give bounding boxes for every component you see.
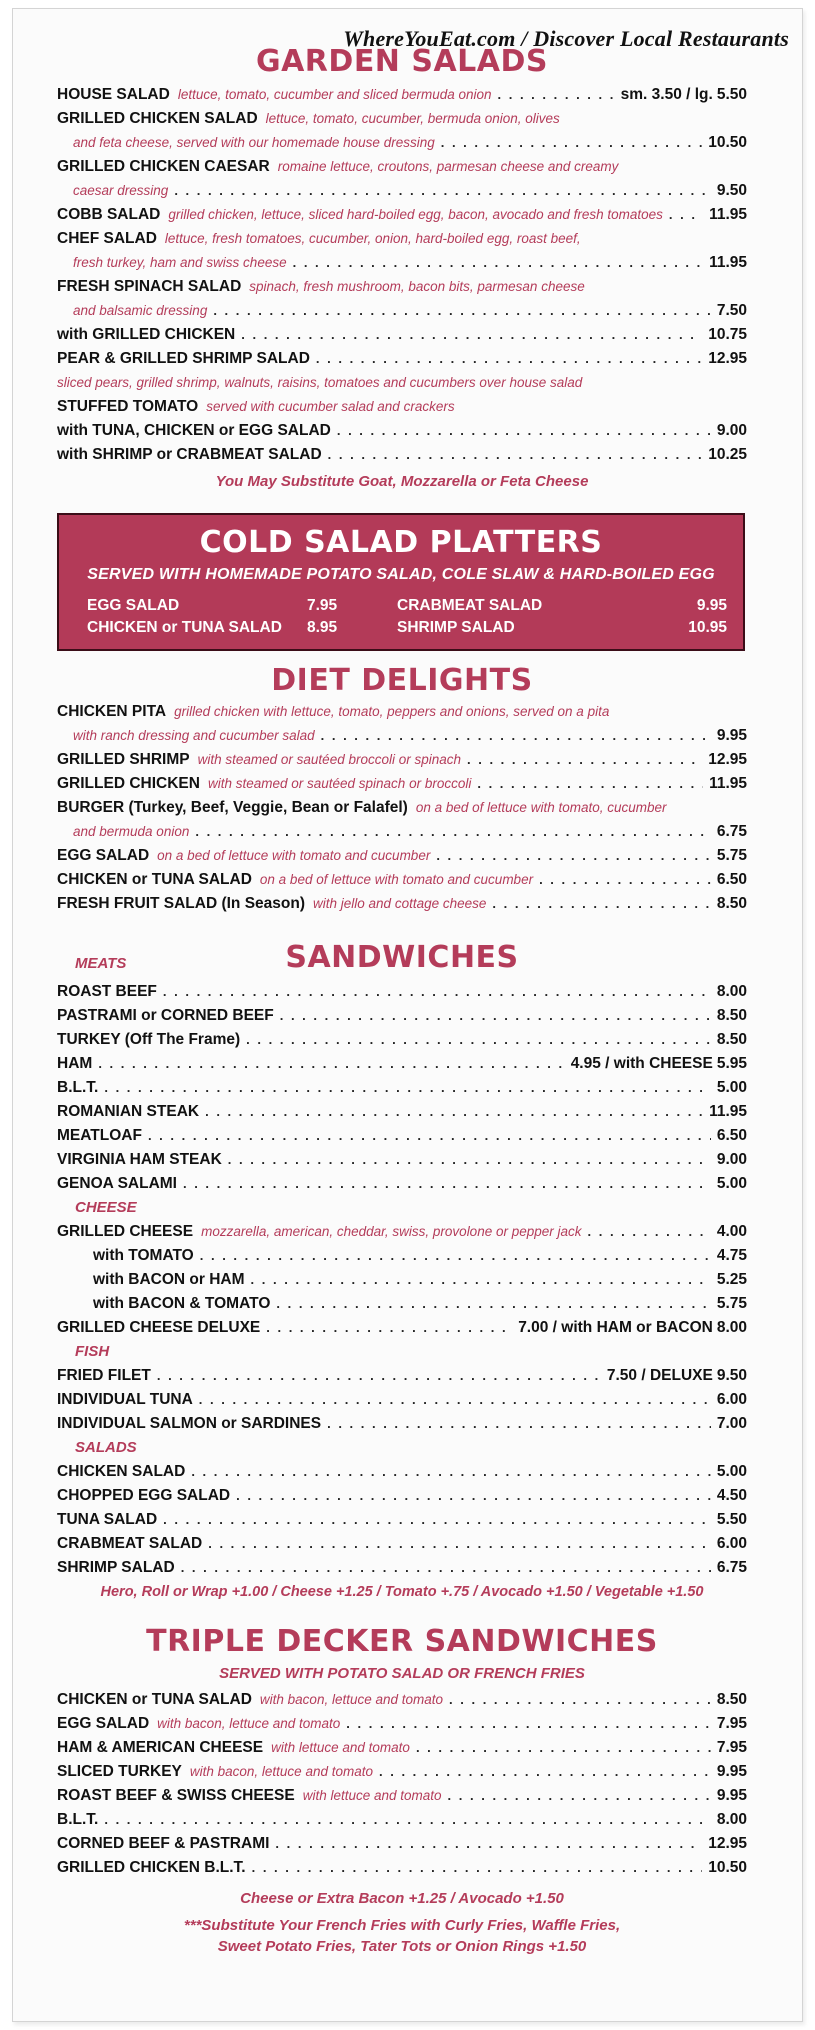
menu-item — [57, 1316, 747, 1340]
item-description-cont: and bermuda onion — [73, 824, 190, 839]
menu-item — [57, 1532, 747, 1556]
item-description: on a bed of lettuce with tomato and cucumber — [157, 848, 431, 863]
triple-decker-list — [57, 1688, 747, 1880]
item-price: 7.95 — [716, 1715, 747, 1732]
item-alt-price: sm. 3.50 / lg. — [620, 86, 713, 103]
item-name: HAM & AMERICAN CHEESE — [57, 1739, 264, 1756]
leader-dots — [275, 1832, 702, 1856]
garden-salads-section — [57, 44, 747, 490]
item-alt-price: 4.95 / with CHEESE — [570, 1055, 713, 1072]
item-name: TURKEY (Off The Frame) — [57, 1031, 241, 1048]
menu-item — [57, 1148, 747, 1172]
item-price: 4.00 — [716, 1223, 747, 1240]
cold-salad-platters-box — [57, 513, 745, 651]
menu-item — [57, 1100, 747, 1124]
menu-item — [57, 1292, 747, 1316]
leader-dots — [213, 299, 711, 323]
item-price: 5.00 — [716, 1079, 747, 1096]
menu-item — [57, 155, 747, 179]
item-name: GRILLED CHEESE — [57, 1223, 194, 1240]
garden-salads-list — [57, 83, 747, 467]
menu-item — [57, 868, 747, 892]
leader-dots — [251, 1268, 711, 1292]
leader-dots — [148, 1124, 711, 1148]
platter-item-price: 10.95 — [688, 619, 727, 636]
item-price: 5.00 — [716, 1463, 747, 1480]
menu-item-continuation — [57, 251, 747, 275]
leader-dots — [199, 1388, 711, 1412]
item-name: ROAST BEEF & SWISS CHEESE — [57, 1787, 295, 1804]
item-price: 8.50 — [716, 1007, 747, 1024]
sandwiches-section — [57, 940, 747, 1600]
item-price: 6.75 — [716, 823, 747, 840]
item-name: GRILLED CHICKEN — [57, 775, 200, 792]
item-price: 9.95 — [716, 1787, 747, 1804]
item-price: 12.95 — [708, 350, 747, 367]
item-name: B.L.T. — [57, 1811, 99, 1828]
triple-extras-note: Cheese or Extra Bacon +1.25 / Avocado +1.50 — [240, 1890, 564, 1907]
item-price: 5.50 — [716, 1511, 747, 1528]
item-name: EGG SALAD — [57, 847, 150, 864]
menu-item — [57, 1856, 747, 1880]
menu-item — [57, 844, 747, 868]
leader-dots — [163, 980, 711, 1004]
leader-dots — [104, 1808, 710, 1832]
menu-item — [57, 1556, 747, 1580]
item-description: with lettuce and tomato — [271, 1740, 410, 1755]
item-name: INDIVIDUAL TUNA — [57, 1391, 193, 1408]
menu-item — [57, 980, 747, 1004]
diet-delights-section — [57, 663, 747, 916]
item-price: 9.95 — [716, 1763, 747, 1780]
item-name: with BACON & TOMATO — [93, 1295, 271, 1312]
item-name: FRESH SPINACH SALAD — [57, 278, 242, 295]
menu-item — [57, 443, 747, 467]
menu-item — [57, 419, 747, 443]
item-name: HAM — [57, 1055, 93, 1072]
leader-dots — [266, 1316, 512, 1340]
item-name: SLICED TURKEY — [57, 1763, 182, 1780]
platters-title: COLD SALAD PLATTERS — [199, 525, 603, 560]
platter-item-name: CRABMEAT SALAD — [397, 597, 543, 614]
item-name: with TOMATO — [93, 1247, 194, 1264]
item-price: 5.75 — [716, 847, 747, 864]
item-description: lettuce, tomato, cucumber and sliced bermuda onion — [177, 87, 492, 102]
item-name: GRILLED CHEESE DELUXE — [57, 1319, 261, 1336]
cheese-list — [57, 1220, 747, 1340]
leader-dots — [448, 1784, 711, 1808]
leader-dots — [276, 1292, 710, 1316]
leader-dots — [379, 1760, 711, 1784]
platter-item-price: 9.95 — [696, 597, 727, 614]
fish-subhead: FISH — [75, 1343, 110, 1360]
diet-delights-list — [57, 700, 747, 916]
item-price: 11.95 — [709, 206, 747, 223]
menu-item — [57, 1124, 747, 1148]
item-price: 7.50 — [716, 302, 747, 319]
menu-item — [57, 700, 747, 724]
item-description: grilled chicken with lettuce, tomato, peppers and onions, served on a pita — [174, 704, 610, 719]
item-name: CHOPPED EGG SALAD — [57, 1487, 231, 1504]
item-name: HOUSE SALAD — [57, 86, 170, 103]
leader-dots — [228, 1148, 711, 1172]
item-name: STUFFED TOMATO — [57, 398, 199, 415]
menu-item — [57, 1736, 747, 1760]
leader-dots — [181, 1556, 711, 1580]
item-name: COBB SALAD — [57, 206, 161, 223]
leader-dots — [346, 1712, 711, 1736]
menu-item — [57, 1484, 747, 1508]
item-description: served with cucumber salad and crackers — [206, 399, 455, 414]
leader-dots — [163, 1508, 711, 1532]
item-price: 7.95 — [716, 1739, 747, 1756]
menu-item — [57, 227, 747, 251]
leader-dots — [328, 443, 703, 467]
menu-item — [57, 1460, 747, 1484]
leader-dots — [321, 724, 711, 748]
leader-dots — [208, 1532, 711, 1556]
leader-dots — [498, 83, 615, 107]
leader-dots — [200, 1244, 711, 1268]
leader-dots — [195, 820, 710, 844]
meats-list — [57, 980, 747, 1196]
menu-item — [57, 1388, 747, 1412]
menu-item — [57, 1364, 747, 1388]
menu-item — [57, 1076, 747, 1100]
platter-item-name: EGG SALAD — [87, 597, 180, 614]
item-price: 11.95 — [709, 254, 747, 271]
menu-item — [57, 83, 747, 107]
fries-substitute-note-line1: ***Substitute Your French Fries with Curly Fries, Waffle Fries, — [183, 1917, 621, 1934]
leader-dots — [467, 748, 702, 772]
leader-dots — [191, 1460, 711, 1484]
triple-decker-section — [57, 1624, 747, 1955]
menu-item — [57, 275, 747, 299]
item-name: TUNA SALAD — [57, 1511, 158, 1528]
leader-dots — [539, 868, 711, 892]
item-name: EGG SALAD — [57, 1715, 150, 1732]
leader-dots — [174, 179, 711, 203]
leader-dots — [236, 1484, 711, 1508]
leader-dots — [246, 1028, 711, 1052]
menu-item — [57, 1808, 747, 1832]
item-price: 4.50 — [716, 1487, 747, 1504]
item-description: sliced pears, grilled shrimp, walnuts, raisins, tomatoes and cucumbers over house salad — [57, 375, 583, 390]
item-description-cont: and feta cheese, served with our homemade house dressing — [73, 135, 435, 150]
menu-item — [57, 323, 747, 347]
item-name: FRIED FILET — [57, 1367, 151, 1384]
item-price: 11.95 — [709, 1103, 747, 1120]
menu-item — [57, 1688, 747, 1712]
item-alt-price: 7.00 / with HAM or BACON — [518, 1319, 713, 1336]
item-name: CHICKEN PITA — [57, 703, 167, 720]
item-price: 6.00 — [716, 1391, 747, 1408]
item-price: 8.00 — [716, 1319, 747, 1336]
menu-item — [57, 1760, 747, 1784]
menu-item — [57, 1712, 747, 1736]
item-price: 9.50 — [716, 182, 747, 199]
menu-item — [57, 1412, 747, 1436]
item-description: grilled chicken, lettuce, sliced hard-boiled egg, bacon, avocado and fresh tomatoes — [168, 207, 663, 222]
item-name: PEAR & GRILLED SHRIMP SALAD — [57, 350, 310, 367]
leader-dots — [252, 1856, 703, 1880]
item-description: with bacon, lettuce and tomato — [157, 1716, 341, 1731]
item-description: mozzarella, american, cheddar, swiss, provolone or pepper jack — [201, 1224, 582, 1239]
item-name: GRILLED SHRIMP — [57, 751, 190, 768]
item-price: 12.95 — [708, 1835, 747, 1852]
item-name: SHRIMP SALAD — [57, 1559, 175, 1576]
item-description: with jello and cottage cheese — [313, 896, 487, 911]
item-description: with lettuce and tomato — [302, 1788, 442, 1803]
menu-item — [57, 772, 747, 796]
menu-item — [57, 748, 747, 772]
item-description: with steamed or sautéed broccoli or spinach — [197, 752, 462, 767]
item-description-cont: and balsamic dressing — [73, 303, 208, 318]
salads-subhead: SALADS — [75, 1439, 137, 1456]
item-description: with bacon, lettuce and tomato — [259, 1692, 444, 1707]
item-price: 11.95 — [709, 775, 747, 792]
menu-item — [57, 1028, 747, 1052]
item-name: ROAST BEEF — [57, 983, 157, 1000]
leader-dots — [449, 1688, 711, 1712]
leader-dots — [492, 892, 710, 916]
menu-item — [57, 1220, 747, 1244]
item-description: on a bed of lettuce with tomato and cucumber — [259, 872, 534, 887]
item-price: 6.50 — [716, 1127, 747, 1144]
leader-dots — [157, 1364, 601, 1388]
fish-list — [57, 1364, 747, 1436]
diet-delights-title: DIET DELIGHTS — [271, 663, 533, 698]
leader-dots — [293, 251, 703, 275]
item-description-cont: fresh turkey, ham and swiss cheese — [73, 255, 287, 270]
item-price: 5.50 — [716, 86, 747, 103]
leader-dots — [205, 1100, 703, 1124]
leader-dots — [441, 131, 702, 155]
item-price: 6.75 — [716, 1559, 747, 1576]
leader-dots — [316, 347, 702, 371]
item-name: INDIVIDUAL SALMON or SARDINES — [57, 1415, 322, 1432]
item-price: 9.00 — [716, 422, 747, 439]
item-price: 8.50 — [716, 1691, 747, 1708]
item-name: CHEF SALAD — [57, 230, 157, 247]
item-name: GENOA SALAMI — [57, 1175, 177, 1192]
item-alt-price: 7.50 / DELUXE — [606, 1367, 713, 1384]
item-name: BURGER (Turkey, Beef, Veggie, Bean or Falafel) — [57, 799, 408, 816]
sandwiches-header — [57, 940, 747, 980]
item-description-cont: with ranch dressing and cucumber salad — [73, 728, 315, 743]
item-name: with TUNA, CHICKEN or EGG SALAD — [57, 422, 331, 439]
menu-item-description-line — [57, 371, 747, 395]
leader-dots — [98, 1052, 564, 1076]
item-description: with bacon, lettuce and tomato — [189, 1764, 373, 1779]
platter-item-price: 7.95 — [307, 597, 338, 614]
item-name: B.L.T. — [57, 1079, 99, 1096]
leader-dots — [104, 1076, 710, 1100]
triple-decker-subtitle: SERVED WITH POTATO SALAD OR FRENCH FRIES — [219, 1665, 585, 1682]
item-description-cont: caesar dressing — [73, 183, 169, 198]
menu-item — [57, 1004, 747, 1028]
item-price: 5.95 — [716, 1055, 747, 1072]
item-name: with SHRIMP or CRABMEAT SALAD — [57, 446, 322, 463]
item-description: with steamed or sautéed spinach or broccoli — [207, 776, 472, 791]
platter-item-name: CHICKEN or TUNA SALAD — [87, 619, 282, 636]
item-price: 8.00 — [716, 1811, 747, 1828]
item-price: 8.00 — [716, 983, 747, 1000]
item-name: CHICKEN or TUNA SALAD — [57, 871, 252, 888]
item-price: 6.50 — [716, 871, 747, 888]
item-price: 6.00 — [716, 1535, 747, 1552]
item-name: MEATLOAF — [57, 1127, 142, 1144]
item-description: on a bed of lettuce with tomato, cucumber — [415, 800, 667, 815]
item-price: 10.50 — [708, 134, 747, 151]
item-price: 9.50 — [716, 1367, 747, 1384]
item-price: 5.00 — [716, 1175, 747, 1192]
sandwich-salads-list — [57, 1460, 747, 1580]
item-price: 4.75 — [716, 1247, 747, 1264]
platter-item-name: SHRIMP SALAD — [397, 619, 515, 636]
platters-grid — [87, 597, 727, 637]
menu-item — [57, 1244, 747, 1268]
menu-item — [57, 203, 747, 227]
leader-dots — [327, 1412, 711, 1436]
item-name: CORNED BEEF & PASTRAMI — [57, 1835, 270, 1852]
item-price: 12.95 — [708, 751, 747, 768]
menu-item — [57, 347, 747, 371]
item-price: 10.75 — [708, 326, 747, 343]
site-watermark: WhereYouEat.com / Discover Local Restaurants — [343, 26, 789, 51]
item-price: 7.00 — [716, 1415, 747, 1432]
menu-item — [57, 796, 747, 820]
item-name: VIRGINIA HAM STEAK — [57, 1151, 222, 1168]
item-name: CHICKEN SALAD — [57, 1463, 186, 1480]
menu-item — [57, 395, 747, 419]
cheese-substitute-note: You May Substitute Goat, Mozzarella or Feta Cheese — [215, 473, 589, 490]
platters-subtitle: SERVED WITH HOMEMADE POTATO SALAD, COLE SLAW & HARD-BOILED EGG — [87, 566, 715, 583]
garden-salads-title: GARDEN SALADS — [255, 44, 549, 79]
leader-dots — [436, 844, 711, 868]
item-price: 9.95 — [716, 727, 747, 744]
leader-dots — [669, 203, 703, 227]
item-name: with BACON or HAM — [93, 1271, 245, 1288]
menu-item — [57, 1784, 747, 1808]
item-price: 8.50 — [716, 895, 747, 912]
item-price: 9.00 — [716, 1151, 747, 1168]
leader-dots — [241, 323, 702, 347]
menu-item — [57, 892, 747, 916]
menu-item-continuation — [57, 299, 747, 323]
sandwiches-title: SANDWICHES — [285, 940, 519, 975]
item-price: 10.50 — [708, 1859, 747, 1876]
item-description: lettuce, fresh tomatoes, cucumber, onion, hard-boiled egg, roast beef, — [164, 231, 581, 246]
item-description: romaine lettuce, croutons, parmesan cheese and creamy — [277, 159, 619, 174]
menu-item-continuation — [57, 724, 747, 748]
item-name: ROMANIAN STEAK — [57, 1103, 200, 1120]
fries-substitute-note-line2: Sweet Potato Fries, Tater Tots or Onion Rings +1.50 — [217, 1938, 587, 1955]
leader-dots — [337, 419, 711, 443]
item-price: 5.25 — [716, 1271, 747, 1288]
item-name: PASTRAMI or CORNED BEEF — [57, 1007, 274, 1024]
item-price: 5.75 — [716, 1295, 747, 1312]
leader-dots — [280, 1004, 711, 1028]
platter-item-price: 8.95 — [307, 619, 338, 636]
menu-item — [57, 107, 747, 131]
leader-dots — [477, 772, 703, 796]
menu-item — [57, 1172, 747, 1196]
menu-item — [57, 1052, 747, 1076]
menu-item — [57, 1832, 747, 1856]
item-name: GRILLED CHICKEN CAESAR — [57, 158, 270, 175]
menu-item — [57, 1508, 747, 1532]
item-description: lettuce, tomato, cucumber, bermuda onion, olives — [265, 111, 560, 126]
triple-decker-title: TRIPLE DECKER SANDWICHES — [146, 1624, 658, 1659]
menu-item-continuation — [57, 131, 747, 155]
sandwich-extras-note: Hero, Roll or Wrap +1.00 / Cheese +1.25 / Tomato +.75 / Avocado +1.50 / Vegetable +1.50 — [100, 1584, 704, 1600]
leader-dots — [588, 1220, 711, 1244]
meats-subhead: MEATS — [75, 955, 127, 972]
item-name: GRILLED CHICKEN B.L.T. — [57, 1859, 246, 1876]
item-name: FRESH FRUIT SALAD (In Season) — [57, 895, 306, 912]
item-price: 10.25 — [708, 446, 747, 463]
item-description: spinach, fresh mushroom, bacon bits, parmesan cheese — [249, 279, 585, 294]
item-price: 8.50 — [716, 1031, 747, 1048]
item-name: with GRILLED CHICKEN — [57, 326, 236, 343]
menu-item-continuation — [57, 820, 747, 844]
leader-dots — [183, 1172, 711, 1196]
cheese-subhead: CHEESE — [75, 1199, 137, 1216]
menu-item-continuation — [57, 179, 747, 203]
item-name: CHICKEN or TUNA SALAD — [57, 1691, 252, 1708]
leader-dots — [416, 1736, 711, 1760]
menu-item — [57, 1268, 747, 1292]
item-name: CRABMEAT SALAD — [57, 1535, 203, 1552]
item-name: GRILLED CHICKEN SALAD — [57, 110, 258, 127]
